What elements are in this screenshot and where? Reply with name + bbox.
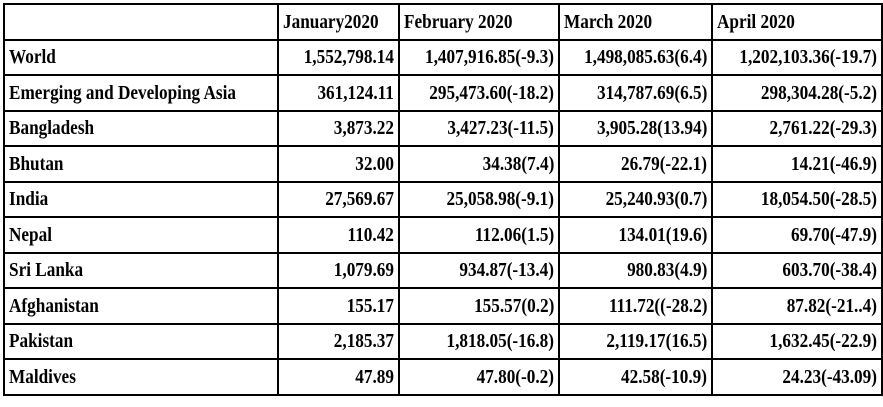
table-row [4,75,882,111]
cell-march: 1,498,085.63(6.4) [559,40,712,76]
cell-april: 14.21(-46.9) [712,146,882,182]
cell-february: 934.87(-13.4) [399,253,559,289]
cell-april: 1,202,103.36(-19.7) [712,40,882,76]
table-row [4,324,882,360]
table-row [4,146,882,182]
cell-march: 3,905.28(13.94) [559,111,712,147]
row-label: Emerging and Developing Asia [4,75,278,111]
row-label: Bhutan [4,146,278,182]
cell-april: 603.70(-38.4) [712,253,882,289]
table-row [4,253,882,289]
cell-february: 1,818.05(-16.8) [399,324,559,360]
header-row [4,4,882,40]
row-label: India [4,182,278,218]
cell-february: 295,473.60(-18.2) [399,75,559,111]
row-label: World [4,40,278,76]
cell-april: 1,632.45(-22.9) [712,324,882,360]
cell-january: 27,569.67 [278,182,399,218]
cell-april: 87.82(-21..4) [712,288,882,324]
row-label: Afghanistan [4,288,278,324]
header-cell-april: April 2020 [712,4,882,40]
header-cell-january: January2020 [278,4,399,40]
table-row [4,111,882,147]
cell-april: 24.23(-43.09) [712,359,882,395]
cell-february: 155.57(0.2) [399,288,559,324]
cell-march: 26.79(-22.1) [559,146,712,182]
cell-february: 47.80(-0.2) [399,359,559,395]
cell-february: 25,058.98(-9.1) [399,182,559,218]
cell-march: 2,119.17(16.5) [559,324,712,360]
cell-january: 110.42 [278,217,399,253]
cell-february: 1,407,916.85(-9.3) [399,40,559,76]
cell-february: 112.06(1.5) [399,217,559,253]
cell-march: 42.58(-10.9) [559,359,712,395]
cell-april: 69.70(-47.9) [712,217,882,253]
cell-march: 314,787.69(6.5) [559,75,712,111]
header-cell-february: February 2020 [399,4,559,40]
table-row [4,288,882,324]
cell-january: 47.89 [278,359,399,395]
cell-april: 18,054.50(-28.5) [712,182,882,218]
data-table [3,3,883,396]
table-row [4,359,882,395]
cell-january: 1,552,798.14 [278,40,399,76]
cell-april: 298,304.28(-5.2) [712,75,882,111]
table-row [4,182,882,218]
cell-january: 32.00 [278,146,399,182]
row-label: Pakistan [4,324,278,360]
cell-january: 1,079.69 [278,253,399,289]
row-label: Maldives [4,359,278,395]
cell-january: 2,185.37 [278,324,399,360]
cell-march: 980.83(4.9) [559,253,712,289]
header-cell-march: March 2020 [559,4,712,40]
header-cell-blank [4,4,278,40]
row-label: Nepal [4,217,278,253]
cell-april: 2,761.22(-29.3) [712,111,882,147]
cell-january: 361,124.11 [278,75,399,111]
cell-january: 155.17 [278,288,399,324]
cell-march: 111.72((-28.2) [559,288,712,324]
table-row [4,217,882,253]
row-label: Sri Lanka [4,253,278,289]
table-row [4,40,882,76]
cell-january: 3,873.22 [278,111,399,147]
cell-march: 25,240.93(0.7) [559,182,712,218]
row-label: Bangladesh [4,111,278,147]
cell-march: 134.01(19.6) [559,217,712,253]
cell-february: 34.38(7.4) [399,146,559,182]
cell-february: 3,427.23(-11.5) [399,111,559,147]
